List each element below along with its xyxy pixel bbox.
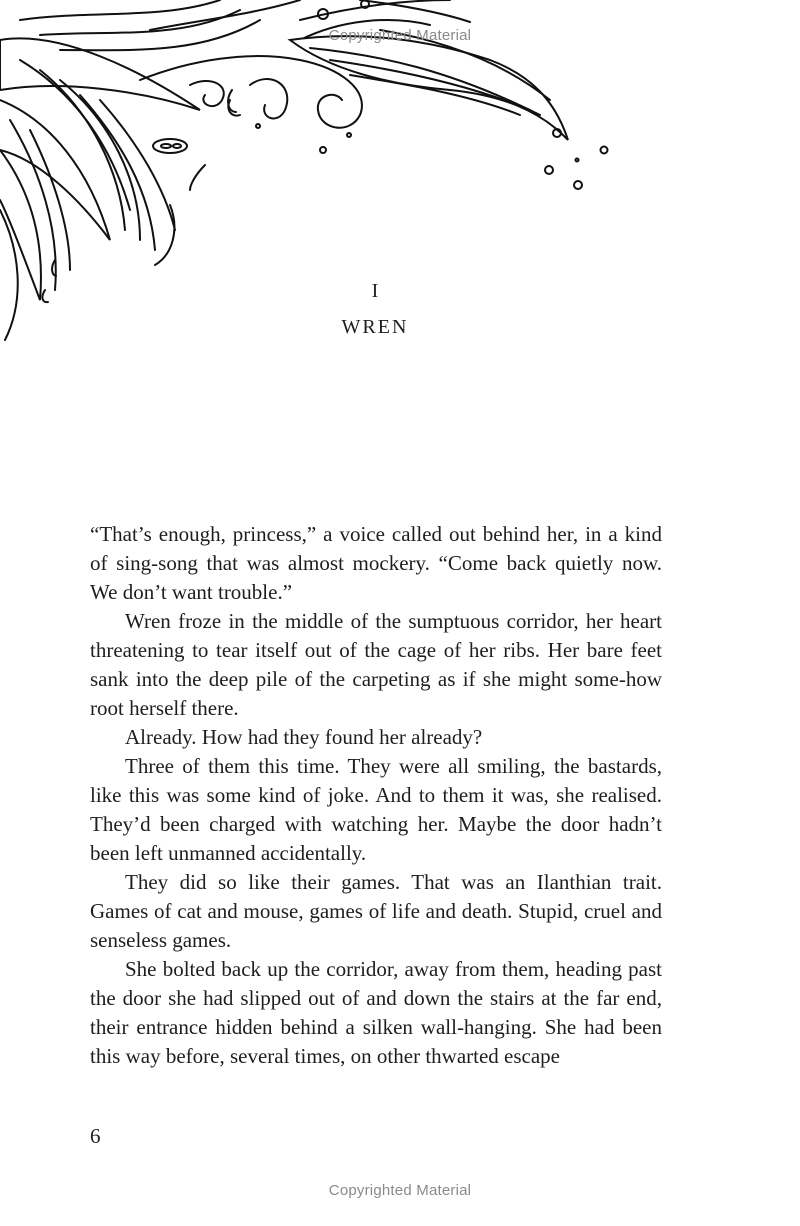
copyright-watermark-bottom: Copyrighted Material	[328, 1182, 472, 1199]
body-text	[90, 520, 662, 1071]
paragraph: Already. How had they found her already?	[125, 725, 483, 749]
chapter-number: I	[371, 280, 379, 302]
paragraph: “That’s enough, princess,” a voice called out behind her, in a kind of sing-song that was almost mockery. “Come back quietly now. We don’t want trouble.”	[90, 522, 662, 604]
paragraph: They did so like their games. That was an Ilanthian trait. Games of cat and mouse, games of life and death. Stupid, cruel and senseless games.	[90, 870, 662, 952]
paragraph: Wren froze in the middle of the sumptuous corridor, her heart threatening to tear itself out of the cage of her ribs. Her bare feet sank into the deep pile of the carpeting as if she might some-how root herself there.	[90, 609, 662, 720]
copyright-watermark-top: Copyrighted Material	[328, 27, 472, 44]
page-number: 6	[90, 1124, 101, 1148]
paragraph: She bolted back up the corridor, away from them, heading past the door she had slipped out of and down the stairs at the far end, their entrance hidden behind a silken wall-hanging. She had been this way before, several times, on other thwarted escape	[90, 957, 662, 1068]
paragraph: Three of them this time. They were all smiling, the bastards, like this was some kind of joke. And to them it was, she realised. They’d been charged with watching her. Maybe the door hadn’t been left unmanned accidentally.	[90, 754, 662, 865]
chapter-title: WREN	[341, 316, 409, 338]
